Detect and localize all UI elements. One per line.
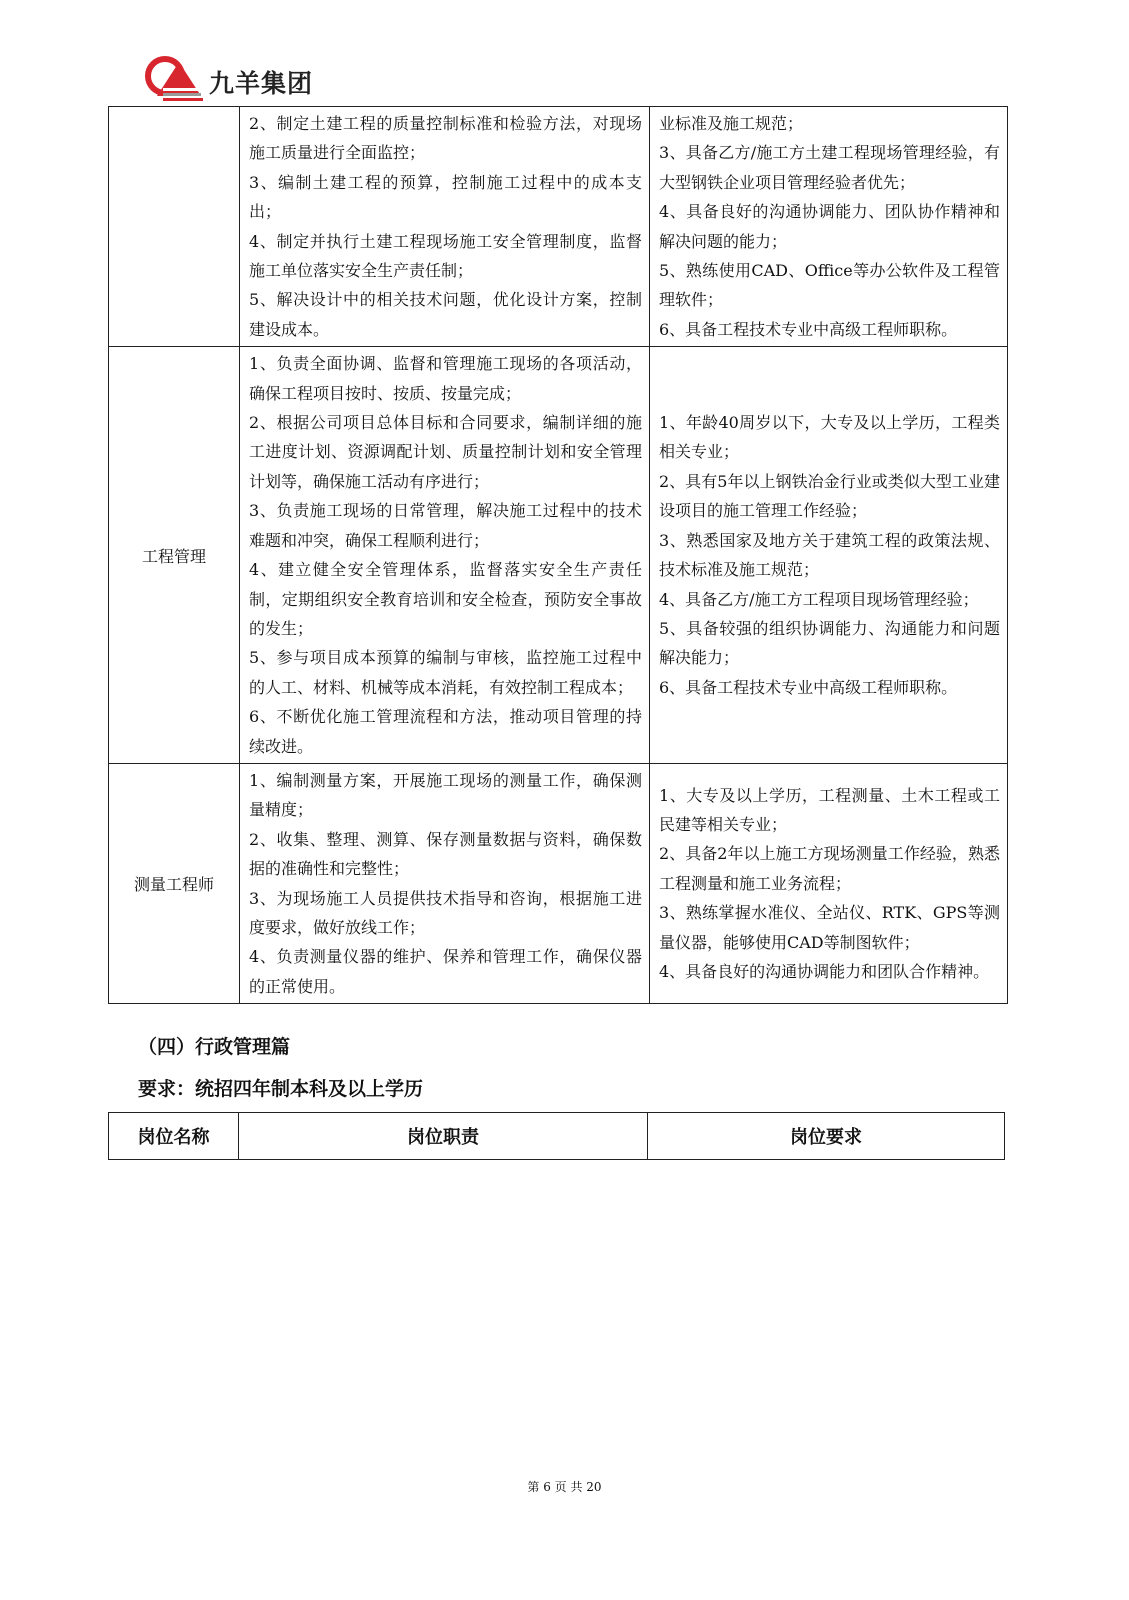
company-logo-icon: [143, 52, 207, 106]
requirement-item: 3、熟练掌握水准仪、全站仪、RTK、GPS等测量仪器，能够使用CAD等制图软件；: [659, 903, 1000, 952]
table-row: [109, 763, 1008, 1003]
position-duties: [240, 347, 650, 764]
duty-item: 5、解决设计中的相关技术问题，优化设计方案，控制建设成本。: [249, 290, 642, 339]
section-title: （四）行政管理篇: [138, 1036, 291, 1058]
position-name: [109, 107, 240, 347]
requirement-item: 5、具备较强的组织协调能力、沟通能力和问题解决能力；: [659, 618, 1000, 668]
table-header-row: [109, 1113, 1005, 1160]
company-name: 九羊集团: [209, 69, 314, 98]
requirement-item: 6、具备工程技术专业中高级工程师职称。: [659, 319, 958, 339]
duty-item: 4、负责测量仪器的维护、保养和管理工作，确保仪器的正常使用。: [249, 947, 642, 996]
requirement-item: 2、具备2年以上施工方现场测量工作经验，熟悉工程测量和施工业务流程；: [659, 844, 1000, 893]
requirement-item: 3、具备乙方/施工方土建工程现场管理经验，有大型钢铁企业项目管理经验者优先；: [659, 143, 1000, 192]
requirement-item: 1、大专及以上学历，工程测量、土木工程或工民建等相关专业；: [659, 785, 1000, 835]
position-requirements: [650, 763, 1008, 1003]
position-name: 工程管理: [109, 347, 240, 764]
position-name: 测量工程师: [109, 763, 240, 1003]
section-requirement: 要求：统招四年制本科及以上学历: [138, 1078, 424, 1100]
duty-item: 6、不断优化施工管理流程和方法，推动项目管理的持续改进。: [249, 707, 642, 756]
duty-item: 3、负责施工现场的日常管理，解决施工过程中的技术难题和冲突，确保工程顺利进行；: [249, 501, 642, 550]
position-requirements: [650, 347, 1008, 764]
requirement-item: 业标准及施工规范；: [659, 114, 804, 133]
page-number: 第 6 页 共 20: [527, 1480, 602, 1494]
duty-item: 2、收集、整理、测算、保存测量数据与资料，确保数据的准确性和完整性；: [249, 829, 642, 879]
duty-item: 3、为现场施工人员提供技术指导和咨询，根据施工进度要求，做好放线工作；: [249, 888, 642, 937]
header-position-name: 岗位名称: [109, 1113, 239, 1160]
duty-item: 1、编制测量方案，开展施工现场的测量工作，确保测量精度；: [249, 770, 642, 820]
requirement-item: 6、具备工程技术专业中高级工程师职称。: [659, 677, 958, 697]
duty-item: 2、制定土建工程的质量控制标准和检验方法，对现场施工质量进行全面监控；: [249, 114, 642, 163]
requirement-item: 4、具备乙方/施工方工程项目现场管理经验；: [659, 589, 979, 609]
table-row: [109, 107, 1008, 347]
requirement-item: 4、具备良好的沟通协调能力和团队合作精神。: [659, 962, 990, 982]
duty-item: 4、建立健全安全管理体系，监督落实安全生产责任制，定期组织安全教育培训和安全检查，预防安全事故的发生；: [249, 560, 642, 638]
header-requirements: 岗位要求: [648, 1113, 1005, 1160]
duty-item: 5、参与项目成本预算的编制与审核，监控施工过程中的人工、材料、机械等成本消耗，有效控制工程成本；: [249, 648, 642, 697]
requirement-item: 5、熟练使用CAD、Office等办公软件及工程管理软件；: [659, 261, 1000, 310]
duty-item: 4、制定并执行土建工程现场施工安全管理制度，监督施工单位落实安全生产责任制；: [249, 231, 642, 281]
header-duties: 岗位职责: [239, 1113, 648, 1160]
duty-item: 3、编制土建工程的预算，控制施工过程中的成本支出；: [249, 172, 642, 222]
duty-item: 1、负责全面协调、监督和管理施工现场的各项活动，确保工程项目按时、按质、按量完成；: [249, 354, 642, 403]
duty-item: 2、根据公司项目总体目标和合同要求，编制详细的施工进度计划、资源调配计划、质量控制计划和安全管理计划等，确保施工活动有序进行；: [249, 413, 642, 491]
position-duties: [240, 107, 650, 347]
requirement-item: 4、具备良好的沟通协调能力、团队协作精神和解决问题的能力；: [659, 202, 1000, 251]
requirement-item: 1、年龄40周岁以下，大专及以上学历，工程类相关专业；: [659, 413, 1000, 462]
admin-table-header: [108, 1112, 1005, 1160]
requirement-item: 2、具有5年以上钢铁冶金行业或类似大型工业建设项目的施工管理工作经验；: [659, 471, 1000, 521]
job-table: [108, 106, 1008, 1004]
position-duties: [240, 763, 650, 1003]
requirement-item: 3、熟悉国家及地方关于建筑工程的政策法规、技术标准及施工规范；: [659, 530, 1000, 580]
table-row: [109, 347, 1008, 764]
position-requirements: [650, 107, 1008, 347]
